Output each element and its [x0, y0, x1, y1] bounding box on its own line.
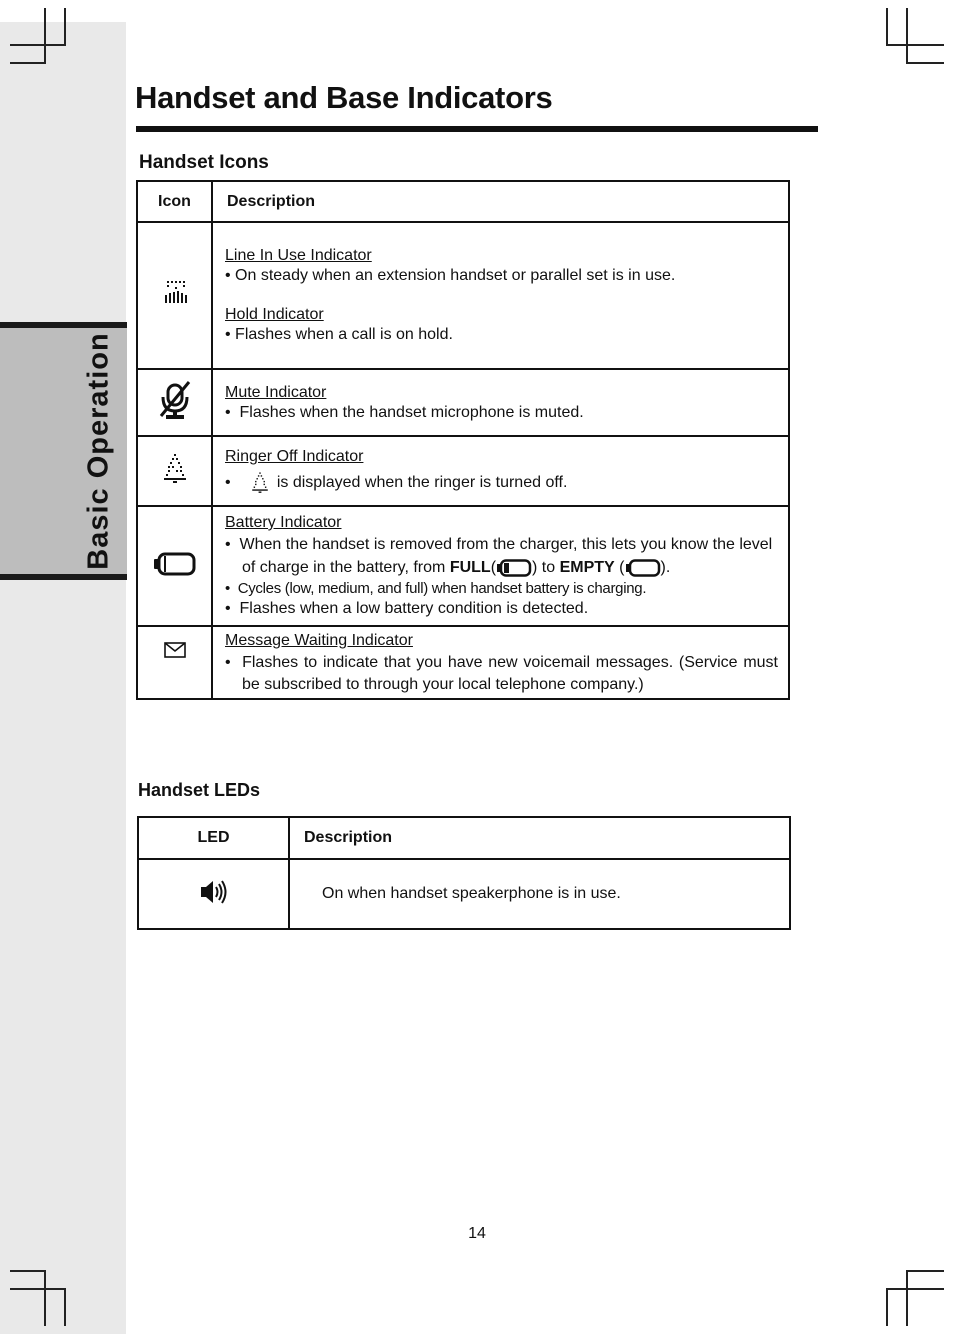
- hold-title: Hold Indicator: [225, 306, 324, 323]
- table-row: [138, 859, 790, 929]
- table-row: [137, 369, 789, 436]
- icon-cell: [137, 626, 212, 699]
- table-row: [137, 506, 789, 626]
- message-waiting-title: Message Waiting Indicator: [225, 631, 413, 649]
- table-header-row: [137, 181, 789, 222]
- speakerphone-icon: [199, 879, 229, 905]
- ringer-off-inline-icon: [248, 471, 272, 495]
- page-title: Handset and Base Indicators: [135, 80, 553, 115]
- battery-full-icon: [496, 559, 532, 577]
- icon-cell: [138, 859, 289, 929]
- handset-icons-table: [136, 180, 790, 700]
- icon-column-header: Icon: [137, 181, 212, 222]
- handset-leds-table: [137, 816, 791, 930]
- led-column-header: LED: [138, 817, 289, 859]
- mute-title: Mute Indicator: [225, 383, 327, 401]
- battery-bullet-1: • When the handset is removed from the charger, this lets you know the level of charge in the battery, from FULL( ) to EMPTY ( ).: [225, 536, 773, 576]
- line-in-use-hold-icon: [160, 278, 190, 308]
- table-row: [137, 222, 789, 369]
- ringer-off-bullet: • is displayed when the ringer is turned off.: [225, 471, 778, 495]
- mute-microphone-icon: [157, 379, 193, 421]
- battery-icon: [153, 552, 197, 576]
- envelope-icon: [163, 641, 187, 659]
- ringer-off-icon: [160, 452, 190, 486]
- left-margin-strip: [0, 22, 126, 1334]
- description-cell: [212, 506, 789, 626]
- icon-cell: [137, 436, 212, 506]
- message-waiting-bullet: • Flashes to indicate that you have new voicemail messages. (Service must be subscribed to through your local telephone company.): [225, 653, 778, 693]
- battery-empty-icon: [625, 559, 661, 577]
- page-number: 14: [468, 1225, 486, 1242]
- line-in-use-title: Line In Use Indicator: [225, 247, 372, 264]
- speakerphone-description: On when handset speakerphone is in use.: [289, 859, 790, 929]
- handset-leds-heading: Handset LEDs: [138, 780, 261, 800]
- icon-cell: [137, 222, 212, 369]
- battery-bullet-3: • Flashes when a low battery condition is detected.: [225, 600, 589, 617]
- table-row: [137, 626, 789, 699]
- ringer-off-title: Ringer Off Indicator: [225, 448, 364, 465]
- icon-cell: [137, 506, 212, 626]
- section-tab-label: Basic Operation: [82, 332, 115, 570]
- line-in-use-bullet: • On steady when an extension handset or parallel set is in use.: [225, 267, 676, 284]
- table-row: [137, 436, 789, 506]
- title-rule: [136, 126, 818, 132]
- icon-cell: [137, 369, 212, 436]
- table-header-row: [138, 817, 790, 859]
- hold-bullet: • Flashes when a call is on hold.: [225, 326, 453, 343]
- battery-title: Battery Indicator: [225, 514, 342, 531]
- description-cell: [212, 436, 789, 506]
- mute-bullet: • Flashes when the handset microphone is muted.: [225, 403, 584, 421]
- description-column-header: Description: [289, 817, 790, 859]
- description-cell: [212, 369, 789, 436]
- handset-icons-heading: Handset Icons: [139, 152, 269, 173]
- description-cell: [212, 222, 789, 369]
- description-cell: [212, 626, 789, 699]
- battery-bullet-2: • Cycles (low, medium, and full) when handset battery is charging.: [225, 580, 647, 597]
- description-column-header: Description: [212, 181, 789, 222]
